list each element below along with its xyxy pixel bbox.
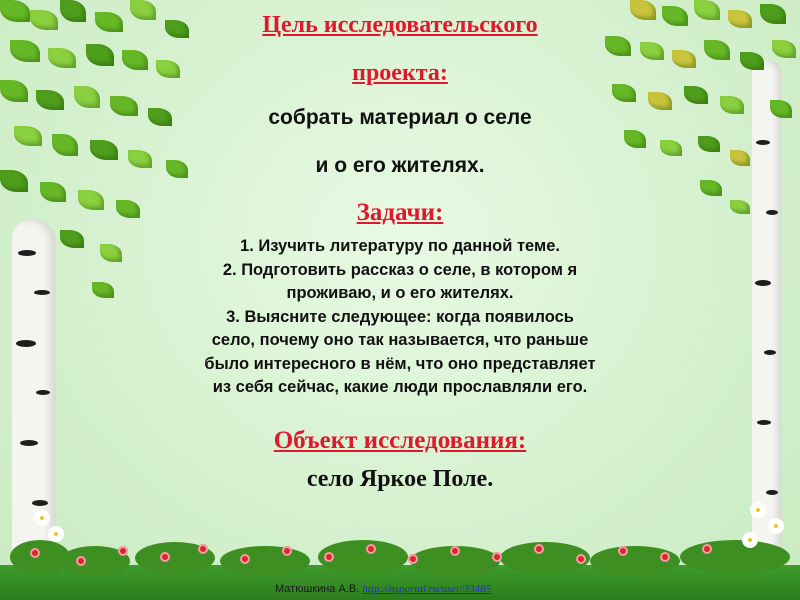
task-line: 1. Изучить литературу по данной теме.	[240, 237, 560, 255]
task-line: было интересного в нём, что оно представляет	[204, 354, 596, 373]
task-line: 2. Подготовить рассказ о селе, в котором я	[222, 260, 578, 279]
tasks-title: Задачи:	[356, 199, 444, 226]
footer-link[interactable]: http://nsportal.ru/user/33485	[362, 583, 491, 595]
goal-title-line1: Цель исследовательского	[262, 12, 538, 38]
footer-author: Матюшкина А.В.	[275, 583, 360, 595]
object-text: село Яркое Поле.	[306, 466, 494, 492]
task-line: из себя сейчас, какие люди прославляли его.	[212, 378, 588, 396]
birch-trunk-left	[12, 220, 56, 580]
goal-title-line2: проекта:	[352, 60, 448, 86]
birch-trunk-right	[752, 60, 782, 560]
task-line: село, почему оно так называется, что раньше	[211, 331, 589, 349]
goal-text-line2: и о его жителях.	[315, 154, 485, 177]
goal-text-line1: собрать материал о селе	[268, 106, 532, 129]
tasks-list	[100, 235, 700, 400]
task-line: проживаю, и о его жителях.	[286, 284, 514, 302]
object-title: Объект исследования:	[273, 427, 527, 454]
footer-credit	[275, 583, 491, 595]
task-line: 3. Выясните следующее: когда появилось	[226, 307, 574, 326]
